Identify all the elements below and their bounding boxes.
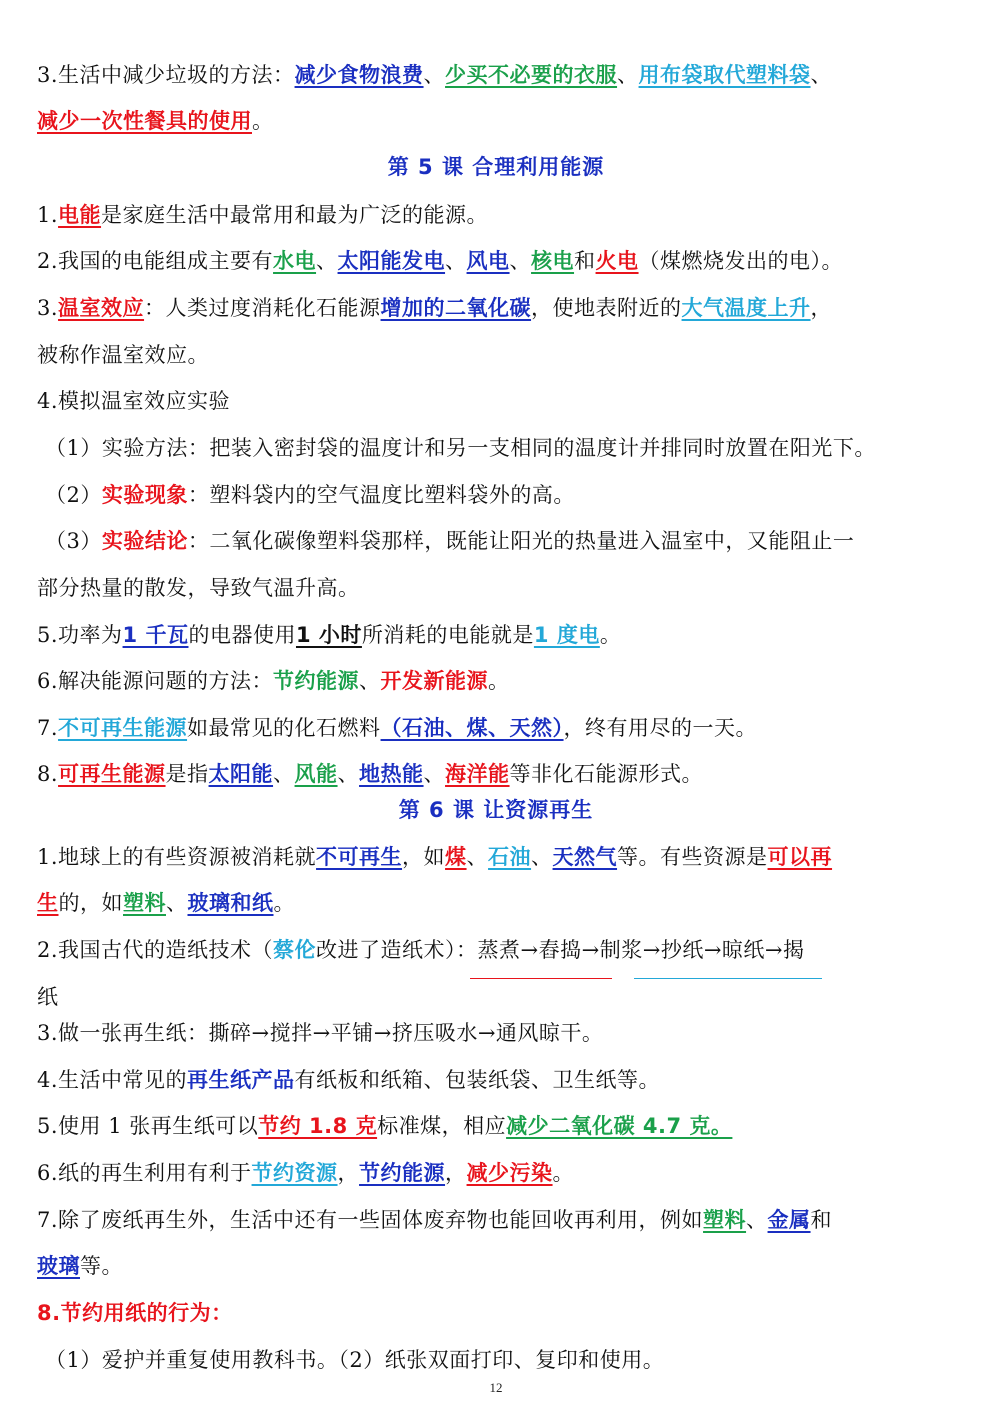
keyword: 实验现象 xyxy=(101,483,188,507)
keyword: 煤 xyxy=(445,845,467,869)
keyword: 节约资源 xyxy=(251,1161,338,1185)
lesson-5-heading: 第 5 课 合理利用能源 xyxy=(387,155,605,179)
text: 1.地球上的有些资源被消耗就 xyxy=(37,845,317,869)
line-6-6 xyxy=(37,1158,962,1188)
text: 等。有些资源是 xyxy=(617,845,768,869)
line-5-4-3-cont xyxy=(37,573,962,603)
text: 。 xyxy=(252,109,274,133)
line-5-5 xyxy=(37,620,962,650)
keyword: 1 千瓦 xyxy=(122,623,189,647)
line-5-7 xyxy=(37,713,962,743)
keyword: 实验结论 xyxy=(101,529,188,553)
text: 纸 xyxy=(37,985,59,1009)
text: 。 xyxy=(273,891,295,915)
text: 、 xyxy=(337,762,360,786)
keyword: 不可再生能源 xyxy=(58,716,188,740)
text: 4.模拟温室效应实验 xyxy=(37,389,231,413)
text: 和 xyxy=(574,249,596,273)
keyword: 天然气 xyxy=(552,845,618,869)
keyword: 1 小时 xyxy=(295,623,362,647)
text: ：二氧化碳像塑料袋那样，既能让阳光的热量进入温室中，又能阻止一 xyxy=(187,529,855,553)
text: ，使地表附近的 xyxy=(531,296,682,320)
text: 1. xyxy=(37,203,59,227)
text: 3.做一张再生纸：撕碎→搅拌→平铺→挤压吸水→通风晾干。 xyxy=(37,1021,604,1045)
text: 。 xyxy=(599,623,622,647)
text: ，如 xyxy=(402,845,446,869)
text: 、 xyxy=(746,1208,768,1232)
text: 2.我国的电能组成主要有 xyxy=(37,249,274,273)
text: 、 xyxy=(166,891,188,915)
text: 7. xyxy=(37,716,59,740)
text: 所消耗的电能就是 xyxy=(361,623,534,647)
text: （3） xyxy=(45,529,102,553)
keyword: 玻璃和纸 xyxy=(187,891,274,915)
keyword: 核电 xyxy=(531,249,575,273)
text: 。 xyxy=(552,1161,575,1185)
text: 和 xyxy=(810,1208,833,1232)
text: 部分热量的散发，导致气温升高。 xyxy=(37,576,360,600)
keyword: 再生纸产品 xyxy=(187,1068,295,1092)
text: 、 xyxy=(617,63,639,87)
fill-in-blank-line xyxy=(470,978,612,979)
text: 、 xyxy=(509,249,532,273)
line-6-2 xyxy=(37,935,962,965)
text: 如最常见的化石燃料 xyxy=(187,716,381,740)
text: 是指 xyxy=(165,762,209,786)
keyword: 减少二氧化碳 4.7 克。 xyxy=(506,1114,733,1138)
keyword: 开发新能源 xyxy=(380,669,489,693)
keyword: 风电 xyxy=(466,249,510,273)
keyword: 石油 xyxy=(488,845,532,869)
keyword: 可以再 xyxy=(767,845,833,869)
line-5-3-cont xyxy=(37,340,962,370)
text: 等非化石能源形式。 xyxy=(509,762,704,786)
keyword: 太阳能 xyxy=(208,762,274,786)
keyword: 水电 xyxy=(273,249,317,273)
keyword: 1 度电 xyxy=(533,623,600,647)
keyword: 火电 xyxy=(595,249,639,273)
keyword: 太阳能发电 xyxy=(337,249,446,273)
text: 、 xyxy=(423,762,446,786)
keyword: 少买不必要的衣服 xyxy=(445,63,618,87)
text: ：人类过度消耗化石能源 xyxy=(144,296,381,320)
keyword: 节约能源 xyxy=(273,669,360,693)
text: 、 xyxy=(531,845,553,869)
text: 2.我国古代的造纸技术（ xyxy=(37,938,274,962)
text: 6.解决能源问题的方法： xyxy=(37,669,274,693)
line-6-5 xyxy=(37,1111,962,1141)
keyword: 大气温度上升 xyxy=(681,296,811,320)
text: 、 xyxy=(423,63,446,87)
keyword: 节约能源 xyxy=(359,1161,446,1185)
keyword: 节约 1.8 克 xyxy=(258,1114,378,1138)
keyword: 塑料 xyxy=(123,891,166,915)
keyword: 电能 xyxy=(58,203,102,227)
line-5-4-2 xyxy=(45,480,962,510)
line-6-7-cont xyxy=(37,1251,962,1281)
keyword: 海洋能 xyxy=(445,762,510,786)
page-number: 12 xyxy=(489,1380,503,1395)
line-5-3 xyxy=(37,293,962,323)
text: 有纸板和纸箱、包装纸袋、卫生纸等。 xyxy=(294,1068,661,1092)
text: 6.纸的再生利用有利于 xyxy=(37,1161,252,1185)
keyword: 温室效应 xyxy=(58,296,145,320)
text: 5.功率为 xyxy=(37,623,123,647)
line-5-6 xyxy=(37,666,962,696)
lesson-6-heading: 第 6 课 让资源再生 xyxy=(398,798,594,822)
line-5-2 xyxy=(37,246,962,276)
text: 4.生活中常见的 xyxy=(37,1068,188,1092)
keyword: 不可再生 xyxy=(316,845,403,869)
line-6-8-heading xyxy=(37,1298,962,1328)
text: 是家庭生活中最常用和最为广泛的能源。 xyxy=(101,203,489,227)
line-6-8-items xyxy=(45,1345,962,1375)
text: ， xyxy=(445,1161,467,1185)
text: 8. xyxy=(37,762,59,786)
text: 的，如 xyxy=(58,891,123,915)
line-5-4-3 xyxy=(45,526,962,556)
text: 标准煤，相应 xyxy=(377,1114,507,1138)
text: 等。 xyxy=(80,1254,123,1278)
text: ，终有用尽的一天。 xyxy=(563,716,758,740)
keyword: 金属 xyxy=(767,1208,811,1232)
text: 、 xyxy=(810,63,833,87)
keyword: 8.节约用纸的行为： xyxy=(37,1301,233,1325)
fill-in-blank-line xyxy=(634,978,822,979)
keyword: 减少食物浪费 xyxy=(294,63,424,87)
text: 。 xyxy=(488,669,510,693)
keyword: 用布袋取代塑料袋 xyxy=(638,63,811,87)
line-5-1 xyxy=(37,200,962,230)
line-5-8 xyxy=(37,759,962,789)
keyword: 生 xyxy=(37,891,59,915)
line-5-4 xyxy=(37,386,962,416)
text: （1）爱护并重复使用教科书。（2）纸张双面打印、复印和使用。 xyxy=(45,1348,665,1372)
text: （1）实验方法：把装入密封袋的温度计和另一支相同的温度计并排同时放置在阳光下。 xyxy=(45,436,876,460)
line-6-1 xyxy=(37,842,962,872)
text: 、 xyxy=(316,249,338,273)
keyword: 塑料 xyxy=(703,1208,747,1232)
text: （煤燃烧发出的电）。 xyxy=(638,249,844,273)
text: 3. xyxy=(37,296,59,320)
keyword: 玻璃 xyxy=(37,1254,80,1278)
keyword: 风能 xyxy=(294,762,338,786)
keyword: 减少污染 xyxy=(466,1161,553,1185)
text: 的电器使用 xyxy=(188,623,296,647)
line-6-3 xyxy=(37,1018,962,1048)
keyword: 地热能 xyxy=(359,762,424,786)
text: ：塑料袋内的空气温度比塑料袋外的高。 xyxy=(187,483,575,507)
text: 5.使用 1 张再生纸可以 xyxy=(37,1114,259,1138)
keyword: （石油、煤、天然） xyxy=(380,716,564,740)
text: 、 xyxy=(273,762,295,786)
line-waste-reduction-cont xyxy=(37,106,962,136)
text: 3.生活中减少垃圾的方法： xyxy=(37,63,295,87)
text: 被称作温室效应。 xyxy=(37,343,209,367)
keyword: 增加的二氧化碳 xyxy=(380,296,532,320)
text: 、 xyxy=(445,249,467,273)
line-6-4 xyxy=(37,1065,962,1095)
text: ， xyxy=(810,296,833,320)
line-6-2-cont xyxy=(37,982,962,1012)
keyword: 减少一次性餐具的使用 xyxy=(37,109,252,133)
text: （2） xyxy=(45,483,102,507)
text: 、 xyxy=(359,669,381,693)
keyword: 蔡伦 xyxy=(273,938,317,962)
line-5-4-1 xyxy=(45,433,962,463)
text: 、 xyxy=(466,845,489,869)
keyword: 可再生能源 xyxy=(58,762,166,786)
line-6-7 xyxy=(37,1205,962,1235)
text: ， xyxy=(337,1161,360,1185)
line-6-1-cont xyxy=(37,888,962,918)
text: 7.除了废纸再生外，生活中还有一些固体废弃物也能回收再利用，例如 xyxy=(37,1208,704,1232)
line-waste-reduction xyxy=(37,60,962,90)
text: 改进了造纸术）：蒸煮→舂捣→制浆→抄纸→晾纸→揭 xyxy=(316,938,805,962)
